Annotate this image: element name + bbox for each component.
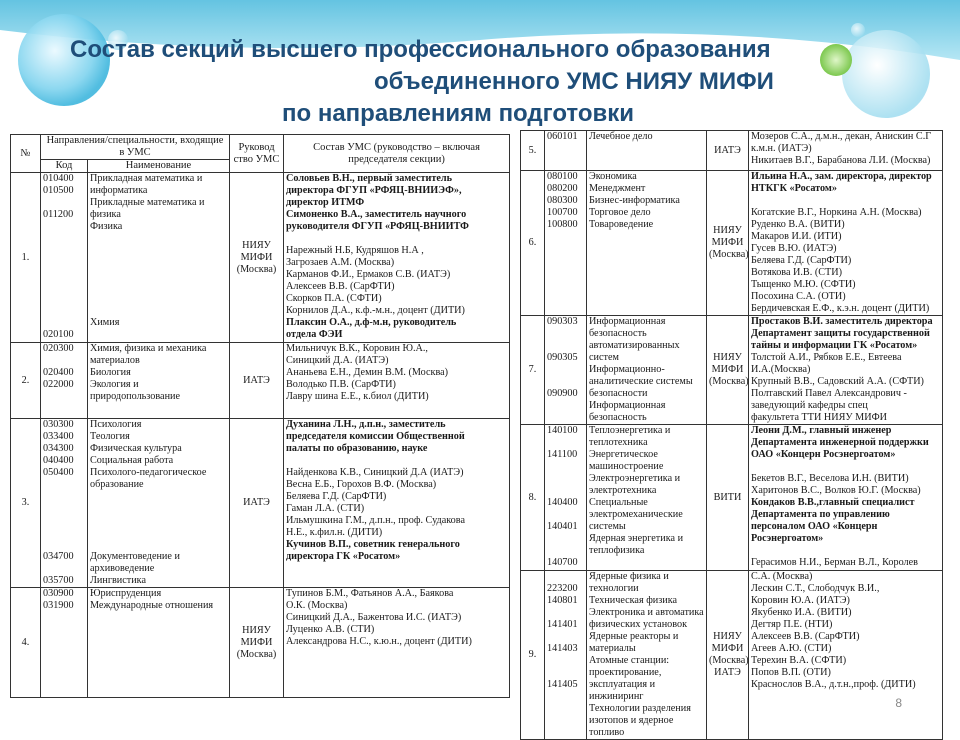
code-line — [547, 607, 584, 619]
member-line: Агеев А.Ю. (СТИ) — [751, 643, 832, 654]
cell-num: 4. — [11, 588, 41, 698]
member-line: руководителя ФГУП «РФЯЦ-ВНИИТФ — [286, 221, 469, 232]
name-line: Химия, физика и механика материалов — [90, 343, 207, 366]
member-line — [286, 455, 507, 467]
member-line: Синицкий Д.А. (ИАТЭ) — [286, 355, 389, 366]
member-line: Харитонов В.С., Волков Ю.Г. (Москва) — [751, 485, 921, 496]
member-line: Плаксин О.А., д.ф-м.н, руководитель — [286, 317, 457, 328]
table-row — [11, 588, 510, 698]
member-line: Соловьев В.Н., первый заместитель — [286, 173, 452, 184]
header-num: № — [11, 135, 41, 173]
member-line: Вотякова И.В. (СТИ) — [751, 267, 842, 278]
decor-bubble-tiny — [851, 23, 865, 37]
code-line: 140801 — [547, 595, 578, 606]
table-row — [11, 173, 510, 343]
code-line — [547, 437, 584, 449]
cell-members — [749, 571, 943, 740]
name-line — [90, 233, 227, 245]
code-line: 040400 — [43, 455, 74, 466]
name-line: Ядерные реакторы и материалы — [589, 631, 679, 654]
code-line: 010500 — [43, 185, 74, 196]
member-line: Тыщенко М.Ю. (СФТИ) — [751, 279, 856, 290]
name-line: Техническая физика — [589, 595, 678, 606]
name-line: Психолого-педагогическое образование — [90, 467, 207, 490]
member-line: к.м.н. (ИАТЭ) — [751, 143, 812, 154]
code-line — [43, 491, 85, 503]
code-line — [43, 317, 85, 329]
header-head: Руковод ство УМС — [230, 135, 284, 173]
name-line: Физика — [90, 221, 123, 232]
member-line: Луценко А.В. (СТИ) — [286, 624, 375, 635]
code-line — [43, 197, 85, 209]
head-line: ВИТИ — [713, 491, 742, 503]
member-line: Кондаков В.В.,главный специалист — [751, 497, 915, 508]
head-line: МИФИ — [240, 636, 273, 648]
member-line: Александрова Н.С., к.ю.н., доцент (ДИТИ) — [286, 636, 472, 647]
name-line — [90, 527, 227, 539]
name-line: Электроэнергетика и электротехника — [589, 473, 681, 496]
head-line: НИЯУ — [713, 631, 742, 642]
member-line: Мильничук В.К., Коровин Ю.А., — [286, 343, 428, 354]
member-line: Мозеров С.А., д.м.н., декан, Анискин С.Г — [751, 131, 932, 142]
member-line: Скорков П.А. (СФТИ) — [286, 293, 382, 304]
name-line — [90, 293, 227, 305]
member-line: Володько П.В. (СарФТИ) — [286, 379, 396, 390]
member-line: Департамента инженерной поддержки — [751, 437, 929, 448]
code-line — [43, 503, 85, 515]
member-line: Бердичевская Е.Ф., к.э.н. доцент (ДИТИ) — [751, 303, 930, 314]
member-line: Терехин В.А. (СФТИ) — [751, 655, 847, 666]
member-line — [286, 233, 507, 245]
code-line — [547, 485, 584, 497]
name-line: Биология — [90, 367, 131, 378]
code-line: 033400 — [43, 431, 74, 442]
code-line — [43, 515, 85, 527]
code-line — [547, 328, 584, 340]
member-line: ОАО «Концерн Росэнергоатом» — [751, 449, 896, 460]
code-line — [547, 461, 584, 473]
name-line: Экология и природопользование — [90, 379, 180, 402]
name-line — [90, 539, 227, 551]
name-line: Документоведение и архивоведение — [90, 551, 180, 574]
code-line: 140401 — [547, 521, 578, 532]
code-line — [547, 509, 584, 521]
cell-codes — [41, 173, 88, 343]
member-line: Синицкий Д.А., Бажентова И.С. (ИАТЭ) — [286, 612, 462, 623]
table-row — [521, 171, 943, 316]
member-line: Простаков В.И. заместитель директора — [751, 316, 933, 327]
name-line — [90, 245, 227, 257]
cell-names — [587, 316, 707, 425]
cell-num: 7. — [521, 316, 545, 425]
member-line: председателя комиссии Общественной — [286, 431, 465, 442]
member-line: Никитаев В.Г., Барабанова Л.И. (Москва) — [751, 155, 931, 166]
member-line: Леони Д.М., главный инженер — [751, 425, 892, 436]
member-line: Весна Е.Б., Горохов В.Ф. (Москва) — [286, 479, 437, 490]
head-line: МИФИ — [711, 237, 744, 248]
code-line — [43, 527, 85, 539]
name-line: Теплоэнергетика и теплотехника — [589, 425, 671, 448]
code-line: 011200 — [43, 209, 74, 220]
member-line — [751, 545, 940, 557]
code-line: 035700 — [43, 575, 74, 586]
name-line: Ядерные физика и технологии — [589, 571, 669, 594]
name-line — [90, 503, 227, 515]
head-line: НИЯУ — [242, 239, 271, 251]
member-line: Посохина С.А. (ОТИ) — [751, 291, 846, 302]
code-line: 090900 — [547, 388, 578, 399]
code-line: 141405 — [547, 679, 578, 690]
cell-head — [707, 425, 749, 571]
code-line — [43, 539, 85, 551]
name-line — [90, 281, 227, 293]
code-line — [43, 355, 85, 367]
member-line: Коровин Ю.А. (ИАТЭ) — [751, 595, 850, 606]
title-line-3: по направлениям подготовки — [282, 100, 634, 127]
code-line — [547, 340, 584, 352]
code-line: 080200 — [547, 183, 578, 194]
cell-members — [284, 173, 510, 343]
code-line — [547, 571, 584, 583]
member-line: Духанина Л.Н., д.п.н., заместитель — [286, 419, 446, 430]
name-line: Международные отношения — [90, 600, 214, 611]
head-line: (Москва) — [236, 648, 277, 660]
member-line: Кучинов В.П., советник генерального — [286, 539, 460, 550]
member-line: Алексеев В.В. (СарФТИ) — [286, 281, 395, 292]
code-line: 090303 — [547, 316, 578, 327]
cell-codes — [545, 425, 587, 571]
member-line: директора ФГУП «РФЯЦ-ВНИИЭФ», — [286, 185, 462, 196]
head-line: (Москва) — [709, 249, 749, 260]
head-line: (Москва) — [236, 263, 277, 275]
code-line — [43, 479, 85, 491]
head-line: МИФИ — [711, 643, 744, 654]
name-line: Бизнес-информатика — [589, 195, 680, 206]
member-line: Макаров И.И. (ИТИ) — [751, 231, 842, 242]
member-line: С.А. (Москва) — [751, 571, 813, 582]
name-line: Прикладная математика и информатика — [90, 173, 203, 196]
code-line: 034700 — [43, 551, 74, 562]
code-line — [43, 221, 85, 233]
cell-members — [284, 588, 510, 698]
code-line: 090305 — [547, 352, 578, 363]
member-line: Корнилов Д.А., к.ф.-м.н., доцент (ДИТИ) — [286, 305, 465, 316]
cell-members — [749, 425, 943, 571]
member-line: Руденко В.А. (ВИТИ) — [751, 219, 845, 230]
name-line: Энергетическое машиностроение — [589, 449, 664, 472]
table-row — [521, 316, 943, 425]
right-table-body — [521, 131, 943, 740]
cell-codes — [41, 343, 88, 419]
member-line: Росэнергоатом» — [751, 533, 824, 544]
code-line — [43, 233, 85, 245]
name-line — [90, 269, 227, 281]
name-line: Информационная безопасность — [589, 400, 666, 423]
table-row — [11, 419, 510, 588]
name-line — [90, 515, 227, 527]
cell-members — [749, 316, 943, 425]
member-line: Ильмушкина Г.М., д.п.н., проф. Судакова — [286, 515, 465, 526]
name-line: Информационно-аналитические системы безопасности — [589, 364, 693, 399]
member-line: Ананьева Е.Н., Демин В.М. (Москва) — [286, 367, 449, 378]
code-line: 034300 — [43, 443, 74, 454]
name-line: Психология — [90, 419, 142, 430]
member-line: О.К. (Москва) — [286, 600, 348, 611]
title-line-2: объединенного УМС НИЯУ МИФИ — [374, 68, 774, 95]
cell-head — [230, 419, 284, 588]
member-line: Лескин С.Т., Слободчук В.И., — [751, 583, 880, 594]
name-line: Лингвистика — [90, 575, 146, 586]
name-line: Теология — [90, 431, 130, 442]
title-line-1: Состав секций высшего профессионального образования — [70, 36, 771, 63]
code-line: 100800 — [547, 219, 578, 230]
head-line: ИАТЭ — [243, 374, 270, 386]
code-line: 080300 — [547, 195, 578, 206]
cell-names — [587, 131, 707, 171]
cell-num: 6. — [521, 171, 545, 316]
member-line: Толстой А.И., Рябков Е.Е., Евтеева — [751, 352, 902, 363]
code-line — [43, 245, 85, 257]
cell-members — [284, 343, 510, 419]
head-line: (Москва) — [709, 655, 749, 666]
head-line: МИФИ — [711, 364, 744, 375]
cell-num: 9. — [521, 571, 545, 740]
member-line: директора ГК «Росатом» — [286, 551, 401, 562]
decor-bubble-green — [820, 44, 852, 76]
header-composition: Состав УМС (руководство – включая председателя секции) — [284, 135, 510, 173]
member-line: Тупинов Б.М., Фатьянов А.А., Баякова — [286, 588, 454, 599]
member-line: отдела ФЭИ — [286, 329, 343, 340]
cell-head — [707, 571, 749, 740]
cell-codes — [41, 419, 88, 588]
code-line: 022000 — [43, 379, 74, 390]
code-line: 080100 — [547, 171, 578, 182]
cell-members — [749, 171, 943, 316]
cell-names — [88, 343, 230, 419]
head-line: НИЯУ — [242, 624, 271, 636]
head-line: МИФИ — [240, 251, 273, 263]
member-line: Карманов Ф.И., Ермаков С.В. (ИАТЭ) — [286, 269, 451, 280]
cell-num: 8. — [521, 425, 545, 571]
member-line: Краснослов В.А., д.т.н.,проф. (ДИТИ) — [751, 679, 916, 690]
member-line: И.А.(Москва) — [751, 364, 811, 375]
code-line — [547, 533, 584, 545]
code-line — [43, 563, 85, 575]
name-line: Юриспруденция — [90, 588, 162, 599]
member-line: Бекетов В.Г., Веселова И.Н. (ВИТИ) — [751, 473, 909, 484]
code-line — [43, 293, 85, 305]
code-line: 223200 — [547, 583, 578, 594]
code-line: 020400 — [43, 367, 74, 378]
code-line — [547, 545, 584, 557]
cell-codes — [41, 588, 88, 698]
name-line — [90, 491, 227, 503]
member-line: Департамент защиты государственной — [751, 328, 930, 339]
table-row — [521, 425, 943, 571]
head-line: ИАТЭ — [714, 144, 741, 156]
cell-names — [88, 173, 230, 343]
code-line: 140700 — [547, 557, 578, 568]
head-line: ИАТЭ — [714, 667, 741, 678]
member-line: Департамента по управлению — [751, 509, 890, 520]
name-line: Прикладные математика и физика — [90, 197, 205, 220]
member-line: Полтавский Павел Александрович - — [751, 388, 907, 399]
name-line: Специальные электромеханические системы — [589, 497, 683, 532]
decor-bubble-right — [842, 30, 930, 118]
head-line: НИЯУ — [713, 352, 742, 363]
cell-codes — [545, 131, 587, 171]
code-line: 060101 — [547, 131, 578, 142]
name-line: Атомные станции: проектирование, эксплуатация и инжиниринг — [589, 655, 670, 702]
name-line: Химия — [90, 317, 120, 328]
head-line: НИЯУ — [713, 225, 742, 236]
name-line: Информационная безопасность автоматизированных систем — [589, 316, 680, 363]
member-line: НТКГК «Росатом» — [751, 183, 837, 194]
cell-num: 3. — [11, 419, 41, 588]
name-line: Менеджмент — [589, 183, 646, 194]
member-line: директор ИТМФ — [286, 197, 365, 208]
cell-codes — [545, 316, 587, 425]
code-line: 100700 — [547, 207, 578, 218]
code-line: 141100 — [547, 449, 578, 460]
member-line: палаты по образованию, науке — [286, 443, 428, 454]
member-line: Когатские В.Г., Норкина А.Н. (Москва) — [751, 207, 922, 218]
right-table-scan — [520, 130, 942, 738]
cell-head — [707, 316, 749, 425]
head-line: (Москва) — [709, 376, 749, 387]
code-line — [547, 376, 584, 388]
name-line: Товароведение — [589, 219, 654, 230]
cell-names — [88, 419, 230, 588]
member-line: заведующий кафедры спец — [751, 400, 868, 411]
member-line: Загрозаев А.М. (Москва) — [286, 257, 395, 268]
code-line — [547, 364, 584, 376]
member-line: Нарежный Н.Б, Кудряшов Н.А , — [286, 245, 424, 256]
code-line: 010400 — [43, 173, 74, 184]
cell-num: 5. — [521, 131, 545, 171]
name-line: Электроника и автоматика физических установок — [589, 607, 704, 630]
code-line: 050400 — [43, 467, 74, 478]
code-line: 141403 — [547, 643, 578, 654]
cell-num: 1. — [11, 173, 41, 343]
code-line — [43, 269, 85, 281]
code-line — [547, 631, 584, 643]
cell-head — [707, 131, 749, 171]
head-line: ИАТЭ — [243, 497, 270, 508]
member-line: Н.Е., к.фил.н. (ДИТИ) — [286, 527, 383, 538]
member-line: Беляева Г.Д. (СарФТИ) — [286, 491, 387, 502]
cell-head — [230, 173, 284, 343]
header-direction: Направления/специальности, входящие в УМС — [41, 135, 230, 160]
code-line: 140100 — [547, 425, 578, 436]
code-line: 030900 — [43, 588, 74, 599]
code-line: 020100 — [43, 329, 74, 340]
cell-codes — [545, 171, 587, 316]
name-line: Социальная работа — [90, 455, 174, 466]
code-line: 020300 — [43, 343, 74, 354]
name-line: Экономика — [589, 171, 637, 182]
name-line: Торговое дело — [589, 207, 651, 218]
cell-names — [587, 425, 707, 571]
member-line: факультета ТТИ НИЯУ МИФИ — [751, 412, 887, 423]
cell-members — [284, 419, 510, 588]
member-line: Найденкова К.В., Синицкий Д.А (ИАТЭ) — [286, 467, 464, 478]
cell-codes — [545, 571, 587, 740]
member-line: Ильина Н.А., зам. директора, директор — [751, 171, 932, 182]
member-line: персоналом ОАО «Концерн — [751, 521, 878, 532]
member-line — [751, 195, 940, 207]
code-line — [43, 305, 85, 317]
code-line: 031900 — [43, 600, 74, 611]
member-line: Якубенко И.А. (ВИТИ) — [751, 607, 852, 618]
cell-names — [88, 588, 230, 698]
member-line: тайны и информации ГК «Росатом» — [751, 340, 918, 351]
code-line — [547, 473, 584, 485]
table-row — [521, 571, 943, 740]
name-line: Физическая культура — [90, 443, 182, 454]
cell-members — [749, 131, 943, 171]
member-line: Симоненко В.А., заместитель научного — [286, 209, 467, 220]
header-name: Наименование — [88, 160, 230, 173]
header-code: Код — [41, 160, 88, 173]
member-line: Беляева Г.Д. (СарФТИ) — [751, 255, 852, 266]
table-row — [11, 343, 510, 419]
cell-head — [707, 171, 749, 316]
cell-num: 2. — [11, 343, 41, 419]
left-table-body — [11, 173, 510, 698]
cell-head — [230, 343, 284, 419]
member-line: Крупный В.В., Садовский А.А. (СФТИ) — [751, 376, 924, 387]
table-row — [521, 131, 943, 171]
code-line: 030300 — [43, 419, 74, 430]
name-line: Лечебное дело — [589, 131, 653, 142]
member-line: Гусев В.Ю. (ИАТЭ) — [751, 243, 837, 254]
code-line — [547, 655, 584, 667]
name-line — [90, 305, 227, 317]
page-number: 8 — [895, 696, 902, 710]
cell-names — [587, 171, 707, 316]
member-line: Попов В.П. (ОТИ) — [751, 667, 831, 678]
code-line: 141401 — [547, 619, 578, 630]
member-line: Лавру шина Е.Е., к.биол (ДИТИ) — [286, 391, 429, 402]
cell-names — [587, 571, 707, 740]
code-line — [547, 667, 584, 679]
code-line: 140400 — [547, 497, 578, 508]
left-table-scan — [10, 134, 509, 716]
member-line: Герасимов Н.И., Берман В.Л., Королев — [751, 557, 918, 568]
name-line: Технологии разделения изотопов и ядерное топливо — [589, 703, 691, 738]
member-line: Гаман Л.А. (СТИ) — [286, 503, 365, 514]
code-line — [43, 281, 85, 293]
code-line — [43, 257, 85, 269]
name-line: Ядерная энергетика и теплофизика — [589, 533, 684, 556]
name-line — [90, 257, 227, 269]
cell-head — [230, 588, 284, 698]
right-table — [520, 130, 943, 740]
member-line: Алексеев В.В. (СарФТИ) — [751, 631, 860, 642]
member-line — [751, 461, 940, 473]
left-table — [10, 134, 510, 698]
member-line: Дегтяр П.Е. (НТИ) — [751, 619, 833, 630]
